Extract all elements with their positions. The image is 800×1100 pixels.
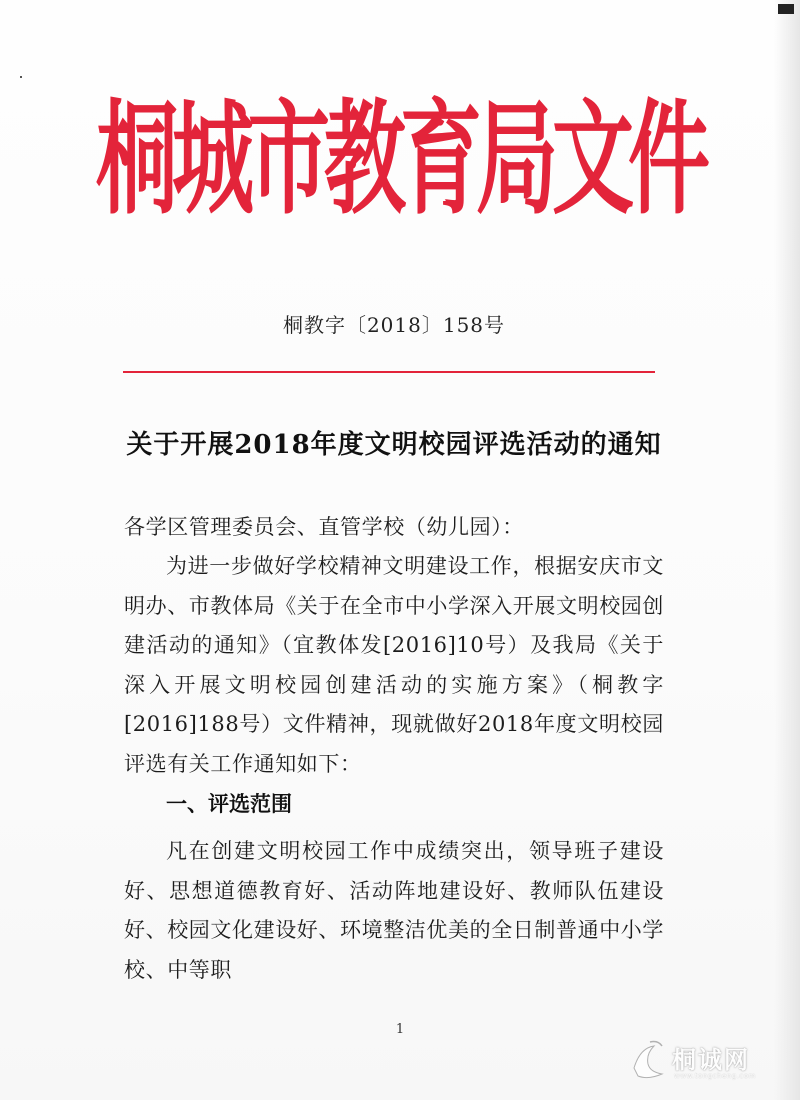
- watermark-url: www.tongcheng.com: [674, 1072, 756, 1080]
- salutation: 各学区管理委员会、直管学校（幼儿园）：: [124, 515, 524, 539]
- paragraph-scope: 凡在创建文明校园工作中成绩突出，领导班子建设好、思想道德教育好、活动阵地建设好、教师队伍建设好、校园文化建设好、环境整洁优美的全日制普通中小学校、中等职: [124, 839, 664, 982]
- section-heading-scope: 一、评选范围: [166, 792, 292, 816]
- scan-corner-mark: [778, 4, 794, 14]
- document-header-title: 桐城市教育局文件: [95, 87, 704, 232]
- header-red-rule: [123, 371, 655, 373]
- notice-title: 关于开展2018年度文明校园评选活动的通知: [126, 430, 662, 460]
- scan-dust-dot: [20, 76, 22, 78]
- page-number: 1: [395, 1022, 405, 1037]
- watermark-brand: 桐诚网: [672, 1046, 750, 1074]
- watermark-logo-icon: [628, 1038, 668, 1082]
- paragraph-intro: 为进一步做好学校精神文明建设工作，根据安庆市文明办、市教体局《关于在全市中小学深入开展文明校园创建活动的通知》（宜教体发[2016]10号）及我局《关于深入开展文明校园创建活动的实施方案》（桐教字[2016]188号）文件精神，现就做好2018年度文明校园评选有关工作通知如下：: [124, 554, 664, 776]
- document-number: 桐教字〔2018〕158号: [282, 313, 506, 337]
- site-watermark: [628, 1038, 778, 1084]
